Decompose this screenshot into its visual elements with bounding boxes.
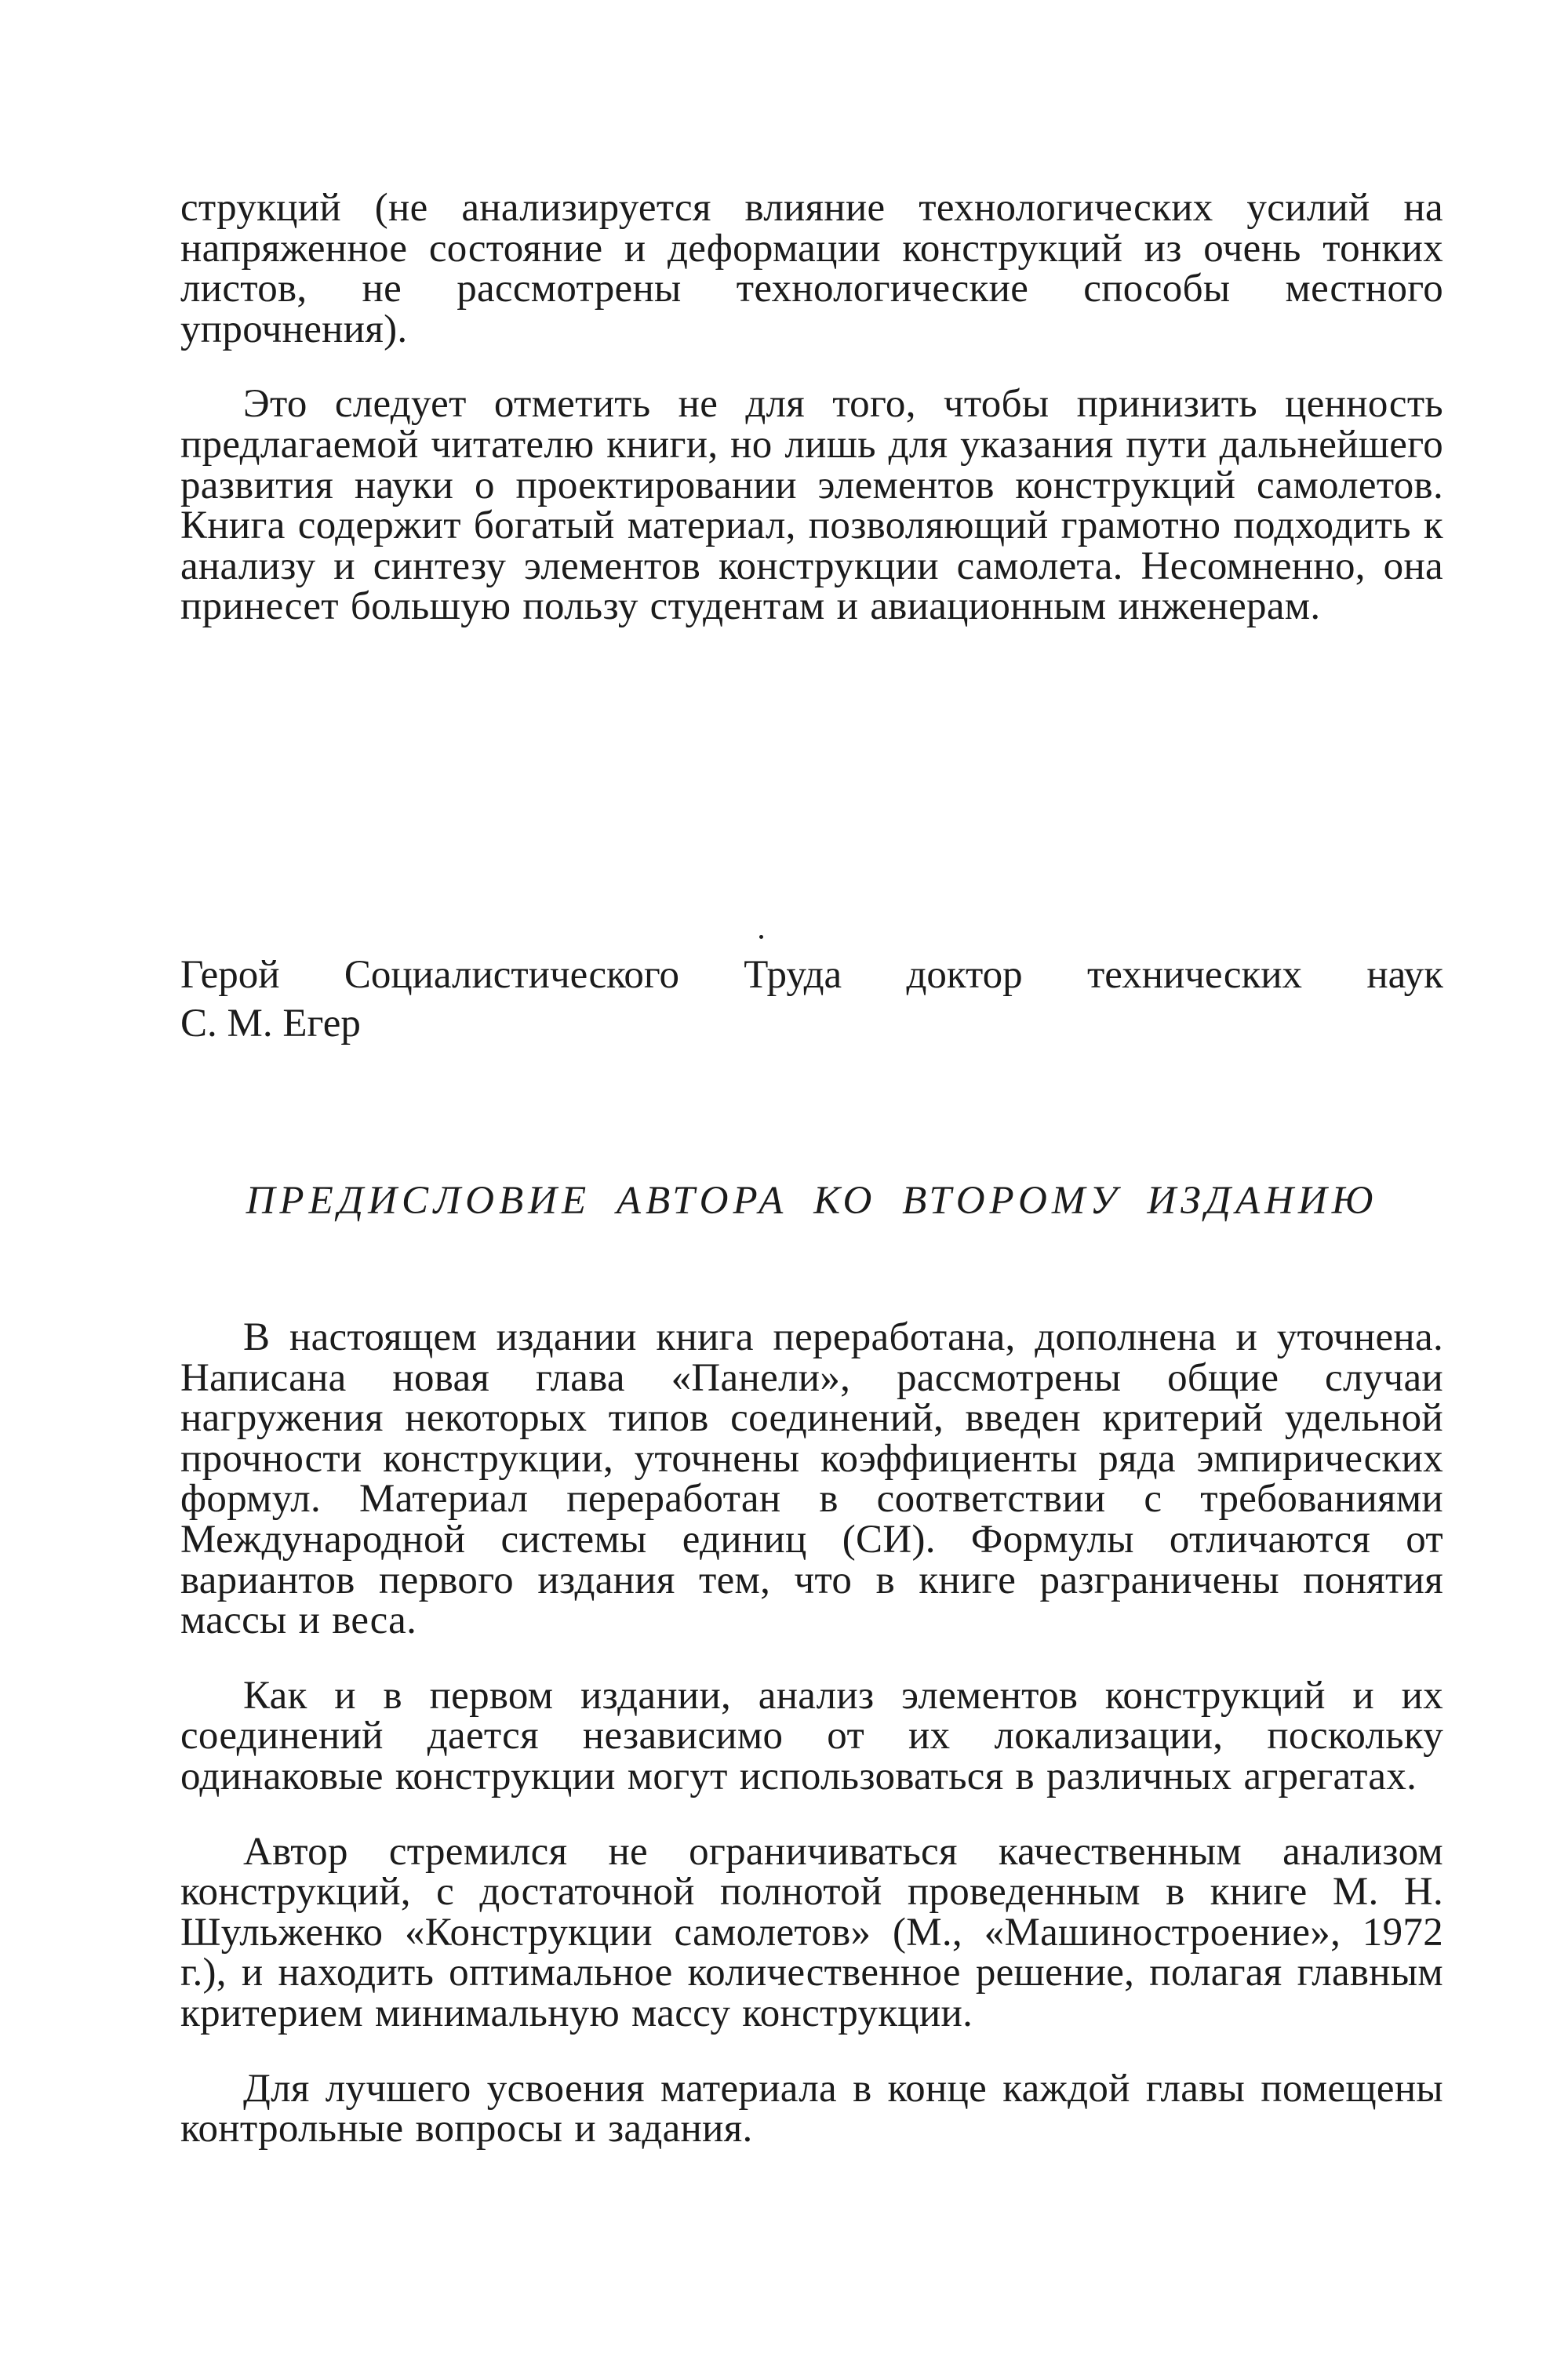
signature-block [180,951,1443,1048]
paragraph-edition-changes: В настоящем издании книга переработана, дополнена и уточнена. Написана новая глава «Панели», рассмотрены общие случаи нагружения некоторых типов соединений, введен критерий удельной прочности конструкции, уточнены коэффициенты ряда эмпирических формул. Материал переработан в соответствии с требованиями Международной системы единиц (СИ). Формулы отличаются от вариантов первого издания тем, что в книге разграничены понятия массы и веса. [180,1315,1443,1643]
section-heading: ПРЕДИСЛОВИЕ АВТОРА КО ВТОРОМУ ИЗДАНИЮ [246,1179,1378,1223]
signature-word: наук [1366,953,1443,997]
paragraph-continuation: струкций (не анализируется влияние технологических усилий на напряженное состояние и деформации конструкций из очень тонких листов, не рассмотрены технологические способы местного упрочнения). [180,186,1443,351]
page [180,186,1443,2151]
paragraph-review-questions: Для лучшего усвоения материала в конце каждой главы помещены контрольные вопросы и задания. [180,2066,1443,2151]
signature-word: Социалистического [344,953,679,997]
signature-word: технических [1086,953,1303,997]
signature-name: С. М. Егер [180,1002,361,1046]
paragraph-analysis-approach: Как и в первом издании, анализ элементов конструкций и их соединений дается независимо от их локализации, поскольку одинаковые конструкции могут использоваться в различных агрегатах. [180,1673,1443,1798]
paragraph-author-goal: Автор стремился не ограничиваться качественным анализом конструкций, с достаточной полнотой проведенным в книге М. Н. Шульженко «Конструкции самолетов» (М., «Машиностроение», 1972 г.), и находить оптимальное количественное решение, полагая главным критерием минимальную массу конструкции. [180,1829,1443,2035]
signature-title [180,951,1443,999]
signature-word: Труда [744,953,842,997]
preface-body [180,1315,1443,2151]
signature-word: Герой [180,953,280,997]
paragraph-foreword-conclusion: Это следует отметить не для того, чтобы принизить ценность предлагаемой читателю книги, но лишь для указания пути дальнейшего развития науки о проектировании элементов конструкций самолетов. Книга содержит богатый материал, позволяющий грамотно подходить к анализу и синтезу элементов конструкции самолета. Несомненно, она принесет большую пользу студентам и авиационным инженерам. [180,382,1443,629]
stray-dot [759,935,763,939]
signature-word: доктор [906,953,1023,997]
